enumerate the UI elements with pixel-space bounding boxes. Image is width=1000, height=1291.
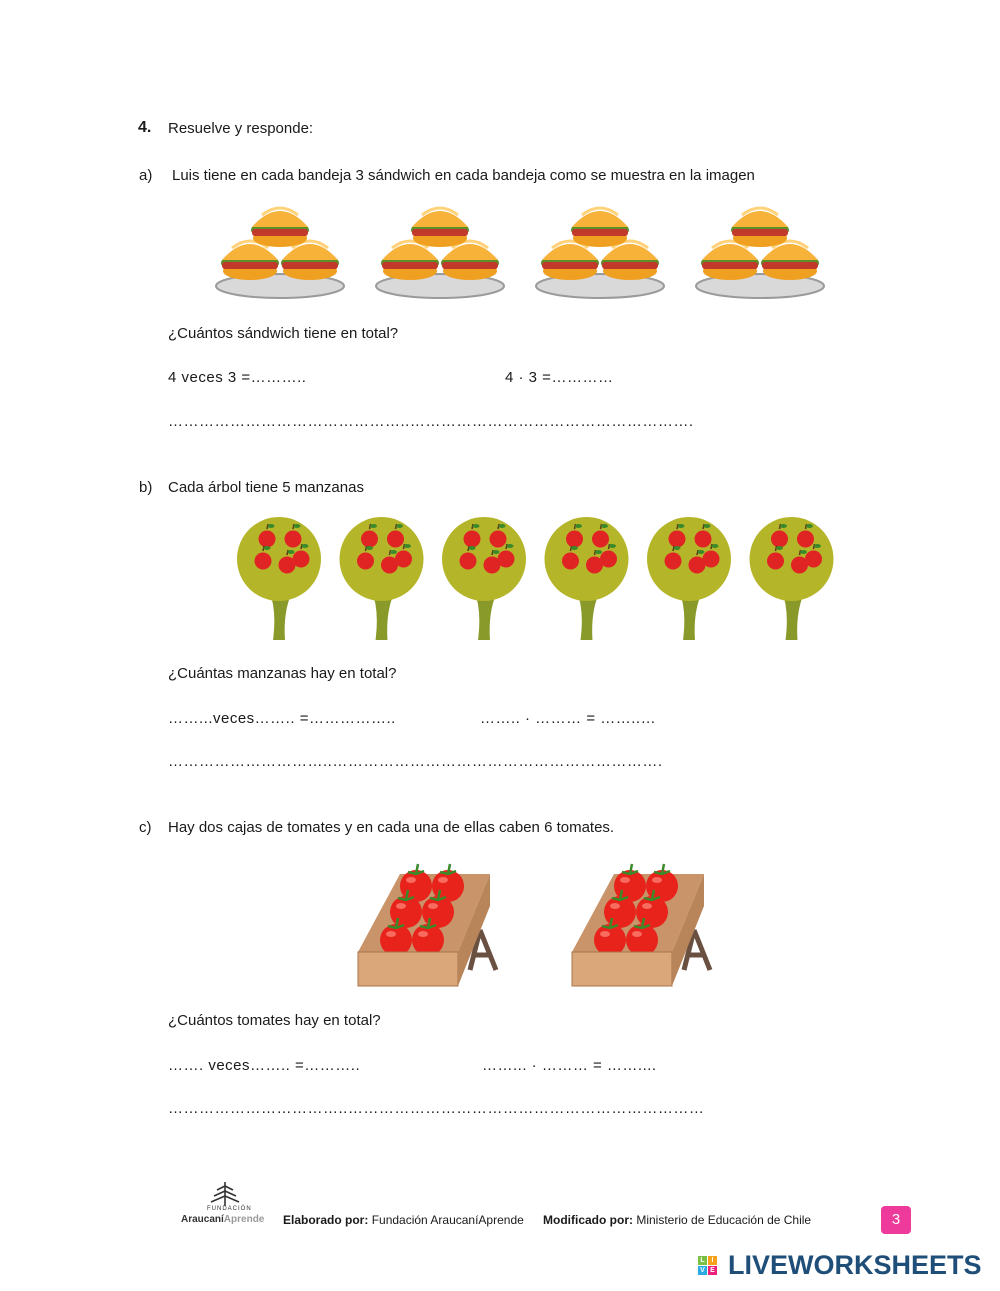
modificado-label: Modificado por: <box>543 1213 633 1227</box>
part-a-question: ¿Cuántos sándwich tiene en total? <box>168 325 399 342</box>
logo-small-text: FUNDACIÓN <box>207 1206 252 1212</box>
part-c-text: Hay dos cajas de tomates y en cada una de ellas caben 6 tomates. <box>168 819 615 836</box>
logo-letter-e: E <box>708 1266 717 1275</box>
part-c-letter: c) <box>139 819 152 836</box>
elaborado-label: Elaborado por: <box>283 1213 369 1227</box>
liveworksheets-brand[interactable]: LIVEWORKSHEETS <box>728 1250 982 1280</box>
box-front <box>358 952 458 986</box>
question-title: Resuelve y responde: <box>168 120 314 137</box>
modificado-value: Ministerio de Educación de Chile <box>636 1213 812 1227</box>
part-c-answer-add[interactable]: ……. veces…….. =……….. <box>168 1057 361 1074</box>
page-number-badge: 3 <box>881 1206 911 1234</box>
part-b-text: Cada árbol tiene 5 manzanas <box>168 479 364 496</box>
part-b-answer-add[interactable]: ……...veces…….. =…………….. <box>168 710 396 727</box>
part-b-answer-mult[interactable]: …….. · ……… = ……..… <box>480 710 657 727</box>
part-a-letter: a) <box>139 167 153 184</box>
part-b-question: ¿Cuántas manzanas hay en total? <box>168 665 397 682</box>
part-a-answer-line[interactable]: ………………………………………..………………………………………………. <box>168 413 694 430</box>
tomato-box <box>572 864 710 986</box>
tomato-box <box>358 864 496 986</box>
logo-name-part-a: Araucaní <box>181 1214 224 1225</box>
logo-name-part-b: Aprende <box>223 1214 265 1225</box>
logo-letter-i: I <box>708 1256 717 1265</box>
elaborado-por <box>283 1213 524 1227</box>
logo-letter-l: L <box>698 1256 707 1265</box>
logo-name <box>181 1214 264 1225</box>
part-c-answer-mult[interactable]: ……... · ……… = …….... <box>482 1057 657 1074</box>
part-a-text: Luis tiene en cada bandeja 3 sándwich en cada bandeja como se muestra en la imagen <box>172 167 755 184</box>
elaborado-value: Fundación AraucaníAprende <box>371 1213 524 1227</box>
part-c-answer-line[interactable]: ……………………………..…………………………………………………………… <box>168 1100 705 1117</box>
part-c-question: ¿Cuántos tomates hay en total? <box>168 1012 381 1029</box>
question-number: 4. <box>138 119 152 136</box>
part-b-answer-line[interactable]: …………………………..………………………………………………………. <box>168 753 663 770</box>
part-b-letter: b) <box>139 479 153 496</box>
part-a-answer-mult[interactable]: 4 · 3 =………… <box>505 369 614 386</box>
modificado-por <box>543 1213 811 1227</box>
box-front <box>572 952 672 986</box>
part-a-answer-add[interactable]: 4 veces 3 =……….. <box>168 369 307 386</box>
logo-letter-v: V <box>698 1266 707 1275</box>
